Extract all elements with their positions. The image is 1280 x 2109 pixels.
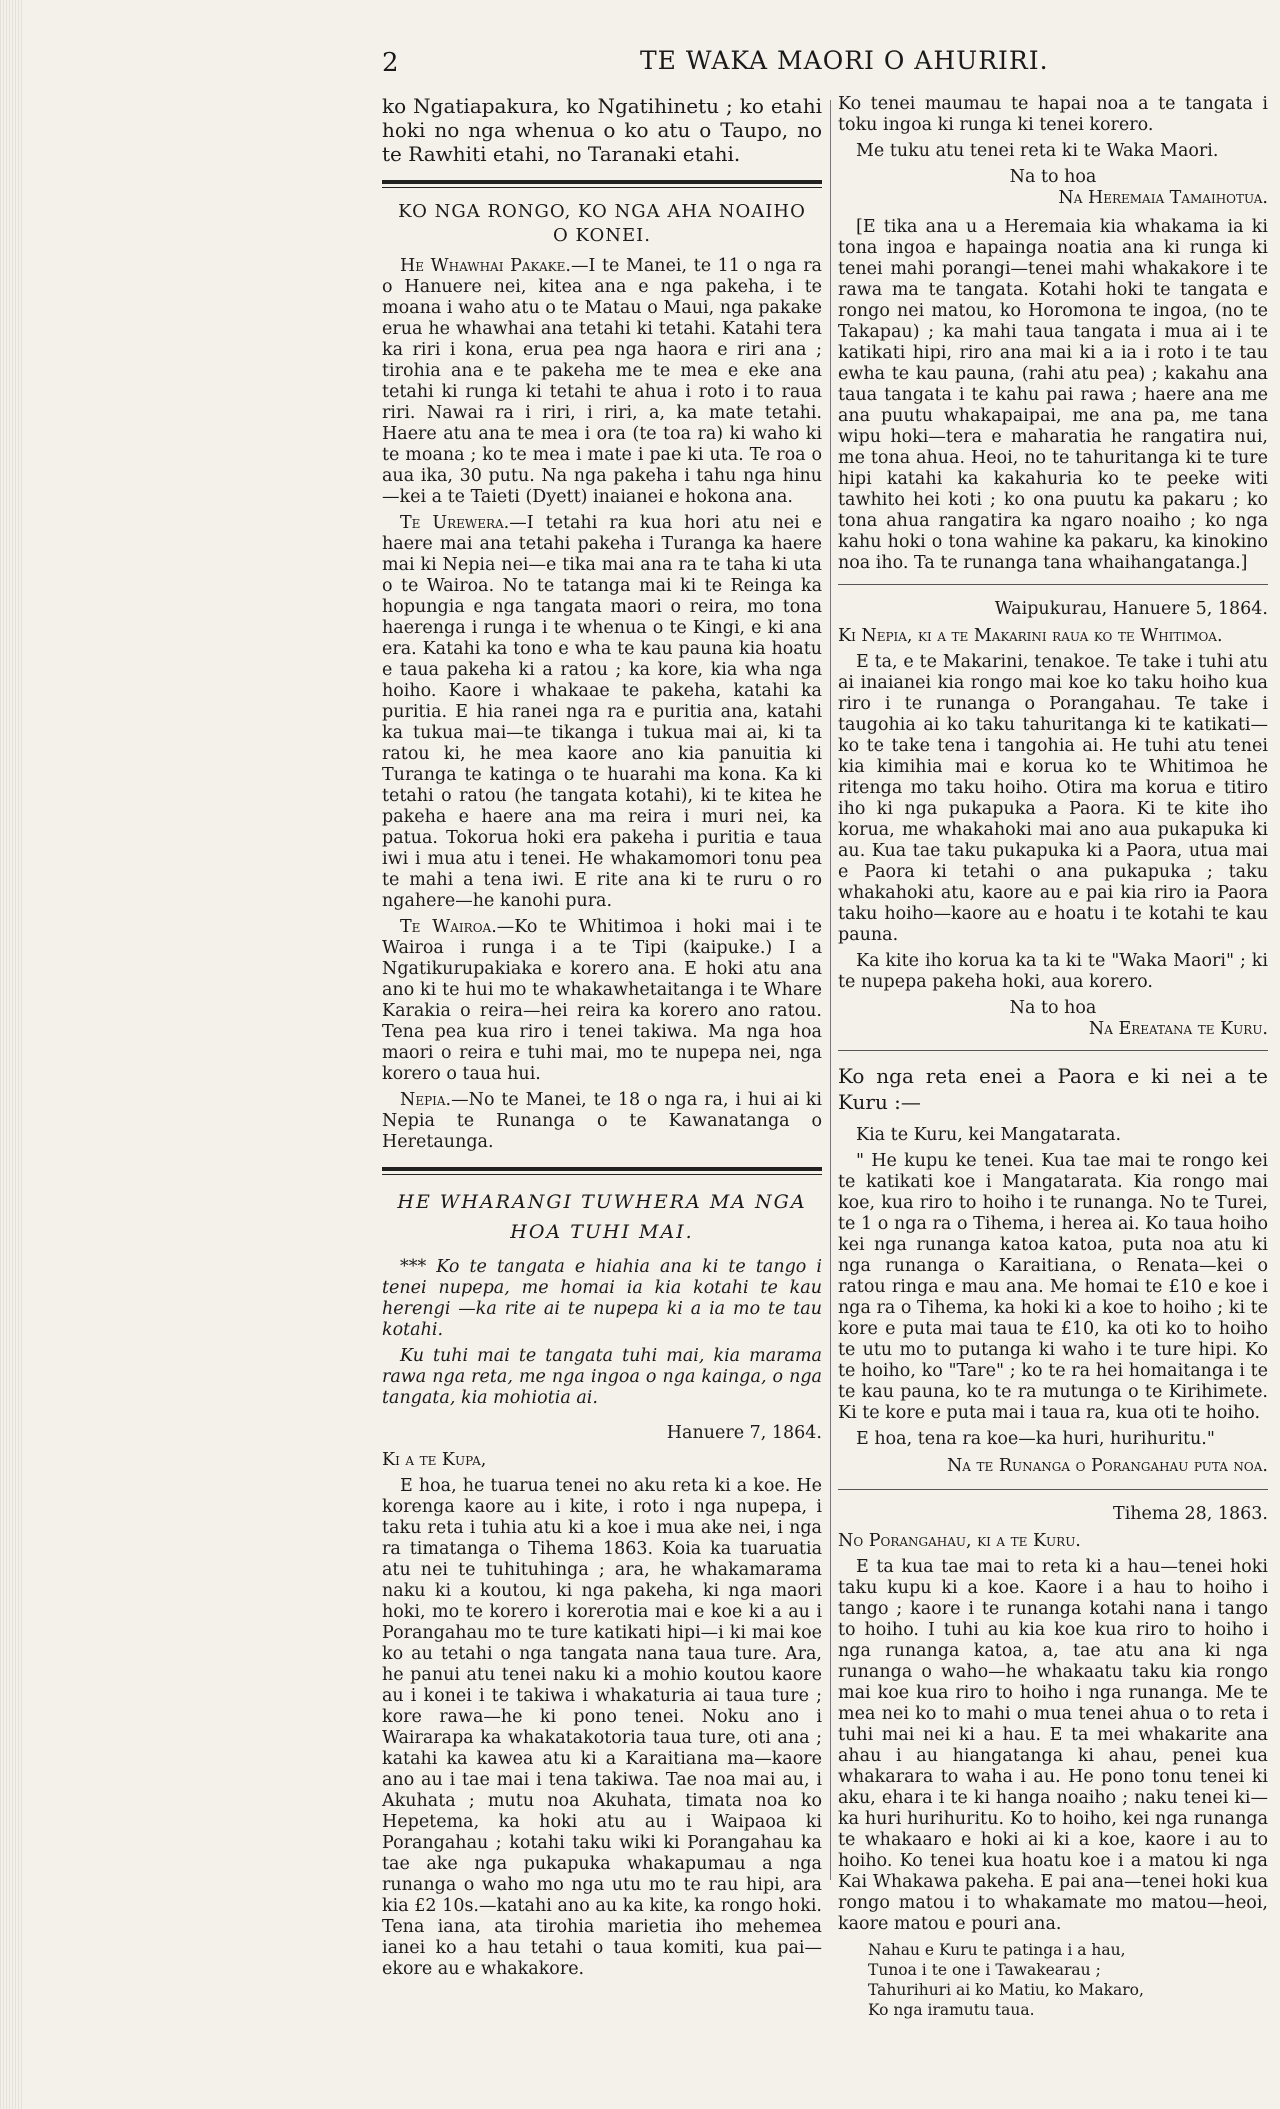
- column-divider: [830, 100, 831, 1880]
- news-section-title-line2: O KONEI.: [553, 225, 651, 246]
- left-column: [382, 94, 822, 1985]
- letter-salutation: Ki a te Kupa,: [382, 1450, 487, 1470]
- letter-body: E ta, e te Makarini, tenakoe. Te take i tuhi atu ai inaianei kia rongo mai koe ko taku hoiho kua riro i te runanga o Porangahau. Te take i taugohia ai ko taku tahuritanga ki te katikati—ko te take tena i tangohia ai. He tuhi atu tenei kia kimihia mai e korua ko te Whitimoa he ritenga mo taku hoiho. Otira ma korua e titiro iho ki nga pukapuka a Paora. Ki te kite iho korua, me whakahoki mai ano aua pukapuka ki au. Kua tae taku pukapuka ki a Paora, utua mai e Paora ki tetahi o ana pukapuka ; taku whakahoki atu, kaore au e pai kia riro ia Paora taku hoiho—kaore au e hoatu i te kotahi te kau pauna.: [838, 652, 1268, 945]
- news-item: [382, 256, 822, 508]
- news-item: [382, 917, 822, 1085]
- letter-date: Hanuere 7, 1864.: [666, 1423, 822, 1443]
- news-item-head: Te Urewera.: [400, 513, 510, 533]
- news-item-text: —I tetahi ra kua hori atu nei e haere mai ana tetahi pakeha i Turanga ka haere mai ki Nepia nei—e tika mai ana ra te taha ki uta o te Wairoa. No te tatanga mai ki te Reinga ka hopungia e nga tangata maori o reira, mo tona haerenga i runga i te whenua o te Kingi, e ki ana era. Katahi ka tono e wha te kau pauna kia hoatu e taua pakeha ki a ratou ; ka kore, kia wha nga hoiho. Kaore i whakaae te pakeha, katahi ka puritia. E hia ranei nga ra e puritia ana, katahi ka tukua mai—te tikanga i tukua mai ai, ki ta ratou ki, he mea kaore ano kia panuitia ki Turanga te katinga o te huarahi ma kona. Ka ki tetahi o ratou (he tangata kotahi), ki te kitea he pakeha e haere ana ma reira i muri nei, ka patua. Tokorua hoki era pakeha i puritia e taua iwi i mua atu i tenei. He whakamomori tonu pea te mahi a tena iwi. E rite ana ki te ruru o ro ngahere—he kanohi pura.: [382, 513, 822, 911]
- letter-salutation: No Porangahau, ki a te Kuru.: [838, 1531, 1081, 1551]
- signature-line: Na to hoa: [1009, 167, 1097, 187]
- page-header: [382, 44, 1122, 78]
- news-item-text: —No te Manei, te 18 o nga ra, i hui ai ki Nepia te Runanga o te Kawanatanga o Heretaunga.: [382, 1090, 822, 1152]
- news-item: [382, 513, 822, 912]
- news-item-head: Te Wairoa.: [400, 917, 497, 937]
- divider: [838, 1489, 1268, 1490]
- signature-name: Na Ereatana te Kuru.: [1088, 1019, 1268, 1039]
- right-column: [838, 94, 1268, 2020]
- letters-section-title: [382, 1187, 822, 1247]
- scan-edge: [0, 0, 22, 2109]
- letter-continuation: Ko tenei maumau te hapai noa a te tangata i toku ingoa ki runga ki tenei korero.: [838, 94, 1268, 135]
- subscription-notice: *** Ko te tangata e hiahia ana ki te tango i tenei nupepa, me homai ia kia kotahi te kau herengi —ka rite ai te nupepa ki a ia mo te tau kotahi.: [382, 1257, 822, 1340]
- signature-line: Na to hoa: [1009, 998, 1097, 1018]
- section-rule: [382, 180, 822, 188]
- editor-note: [E tika ana u a Heremaia kia whakama ia ki tona ingoa e hapainga noatia ana ki runga ki tenei mahi porangi—tenei mahi whakakore i te rawa ma te tangata. Kotahi hoki te tangata e rongo nei matou, ko Horomona te ingoa, (no te Takapau) ; ka mahi taua tangata i mua ai i te katikati hipi, riro ana mai ki a ia i roto i te tau ewha te kau pauna, (rahi atu pea) ; kakahu ana taua tangata i te kahu pai rawa ; haere ana me ana puutu whakapaipai, me ana pa, me tana wipu hoki—tera e maharatia he rangatira nui, me tona ahua. Heoi, no te tahuritanga ki te ture hipi katahi ka kakahuria ko te peeke witi tawhito hei koti ; ko ona puutu ka pakaru ; ko tona ahua rangatira ka ngaro noaiho ; ko nga kahu hoki o tona wahine ka pakaru, ka kinokino noa iho. Ta te runanga tana whaihangatanga.]: [838, 217, 1268, 573]
- newspaper-title: TE WAKA MAORI O AHURIRI.: [640, 46, 1049, 75]
- news-item-text: —I te Manei, te 11 o nga ra o Hanuere nei, kitea ana e nga pakeha, i te moana i waho atu o te Matau o Maui, nga pakake erua he whawhai ana tetahi ki tetahi. Katahi tera ka riri i kona, erua pea nga haora e riri ana ; tirohia ana e te pakeha me te mea e eke ana tetahi ki runga ki tetahi te ahua i roto i to raua riri. Nawai ra i riri, i riri, a, ka mate tetahi. Haere atu ana te mea i ora (te toa ra) ki waho ki te moana ; ko te mea i mate i pae ki uta. Te roa o aua ika, 30 putu. Na nga pakeha i tahu nga hinu—kei a te Taieti (Dyett) inaianei e hokona ana.: [382, 256, 822, 507]
- news-item-head: Nepia.: [400, 1090, 452, 1110]
- letter-date: Waipukurau, Hanuere 5, 1864.: [994, 599, 1268, 619]
- letter-body: E hoa, he tuarua tenei no aku reta ki a koe. He korenga kaore au i kite, i roto i nga nupepa, i taku reta i tuhia atu ki a koe i mua ake nei, i nga ra timatanga o Tihema 1863. Koia ka tuaruatia atu nei te tuhituhinga ; ara, he whakamarama naku ki a koutou, ki nga pakeha, ki nga maori hoki, mo te korero i korerotia mai e koe ki a au i Porangahau mo te ture katikati hipi—i ki mai koe ko au tetahi o nga tangata nana taua ture. Ara, he panui atu tenei naku ki a mohio koutou kaore au i konei i te takiwa i whakaturia ai taua ture ; kore rawa—he ki pono tenei. Noku ano i Wairarapa ka whakatakotoria taua ture, oti ana ; katahi ka kawea atu ki a Karaitiana ma—kaore ano au i tae mai i tena takiwa. Tae noa mai au, i Akuhata ; mutu noa Akuhata, timata noa ko Hepetema, ka hoki atu au i Waipaoa ki Porangahau ; kotahi taku wiki ki Porangahau ka tae ake nga pukapuka whakapumau a nga runanga o waho mo nga utu mo te rau hipi, ara kia £2 10s.—katahi ano au ka kite, ka rongo hoki. Tena iana, ata tirohia marietia iho mehemea ianei ko a hau tetahi o taua komiti, kua pai—ekore au e whakakore.: [382, 1476, 822, 1979]
- signature-name: Na te Runanga o Porangahau puta noa.: [946, 1456, 1268, 1476]
- letter-body: " He kupu ke tenei. Kua tae mai te rongo kei te katikati koe i Mangatarata. Kia rongo mai koe, kua riro to hoiho i te runanga. No te Turei, te 1 o nga ra o Tihema, i herea ai. Ko taua hoiho kei nga runanga katoa katoa, puta noa atu ki nga runanga o Karaitiana, o Renata—kei o ratou ringa e mau ana. Me homai te £10 e koe i nga ra o Tihema, ka hoki ki a koe to hoiho ; ki te kore e puta mai taua te £10, ka oti ko to hoiho te utu mo to putanga ki waho i te ture hipi. Ko te hoiho, ko "Tare" ; ko te ra hei homaitanga i te te kau pauna, ko te ra mutunga o te Kirihimete. Ki te kore e puta mai i taua ra, kua oti te hoiho.: [838, 1151, 1268, 1423]
- news-item-head: He Whawhai Pakake.: [400, 256, 571, 276]
- section-rule: [382, 1167, 822, 1175]
- letter-salutation: Ki Nepia, ki a te Makarini raua ko te Whitimoa.: [838, 626, 1223, 646]
- divider: [838, 1050, 1268, 1051]
- poem-line: Tahurihuri ai ko Matiu, ko Makaro,: [868, 1981, 1144, 1999]
- letter-continuation: Me tuku atu tenei reta ki te Waka Maori.: [856, 141, 1219, 161]
- letter-date: Tihema 28, 1863.: [1113, 1504, 1268, 1524]
- news-item: [382, 1090, 822, 1153]
- letters-intro: Ko nga reta enei a Paora e ki nei a te Kuru :—: [838, 1064, 1268, 1114]
- poem-line: Ko nga iramutu taua.: [868, 2001, 1035, 2019]
- letter-salutation: Kia te Kuru, kei Mangatarata.: [856, 1125, 1122, 1145]
- letter-body: E ta kua tae mai to reta ki a hau—tenei hoki taku kupu ki a koe. Kaore i a hau to hoiho i tango ; kaore i te runanga kotahi nana i tango to hoiho. I tuhi au kia koe kua riro to hoiho i nga runanga katoa, a, tae atu ana ki nga runanga o waho—he whakaatu taku kia rongo mai koe kua riro to hoiho i nga runanga. Me te mea nei ko to mahi o mua tenei ahua o to reta i tuhi mai nei ki a hau. E ta mei whakarite ana ahau i au hiangatanga ki ahau, penei kua whakarara to waha i au. He pono tonu tenei ki aku, ehara i te ki hanga noaiho ; naku tenei ki—ka huri hurihuritu. Ko to hoiho, kei nga runanga te whakaaro e hoki ai ki a koe, kaore i au to hoiho. Ko tenei kua hoatu koe i a matou ki nga Kai Whakawa pakeha. E pai ana—tenei hoki kua rongo matou i to whakamate mo matou—heoi, kaore matou e pouri ana.: [838, 1557, 1268, 1934]
- page-number: 2: [382, 48, 399, 78]
- lead-paragraph: ko Ngatiapakura, ko Ngatihinetu ; ko etahi hoki no nga whenua o ko atu o Taupo, no te Rawhiti etahi, no Taranaki etahi.: [382, 94, 822, 166]
- letter-body: Ka kite iho korua ka ta ki te "Waka Maori" ; ki te nupepa pakeha hoki, aua korero.: [838, 951, 1268, 992]
- news-item-text: —Ko te Whitimoa i hoki mai i te Wairoa i runga i a te Tipi (kaipuke.) I a Ngatikurupakiaka e korero ana. E hoki atu ana ano ki te hui mo te whakawhetaitanga i te Whare Karakia o reira—hei reira ka korero ano ratou. Tena pea kua riro i tenei takiwa. Ma nga hoa maori o reira e tuhi mai, mo te nupepa nei, nga korero o taua hui.: [382, 917, 822, 1084]
- correspondents-notice: Ku tuhi mai te tangata tuhi mai, kia marama rawa nga reta, me nga ingoa o nga kainga, o nga tangata, kia mohiotia ai.: [382, 1346, 822, 1408]
- poem-line: Nahau e Kuru te patinga i a hau,: [868, 1941, 1126, 1959]
- signature-name: Na Heremaia Tamaihotua.: [1058, 188, 1268, 208]
- letters-section-title-line2: HOA TUHI MAI.: [510, 1221, 694, 1243]
- divider: [838, 584, 1268, 585]
- news-section-title-line1: KO NGA RONGO, KO NGA AHA NOAIHO: [398, 201, 806, 222]
- news-section-title: [382, 200, 822, 248]
- letter-closing: E hoa, tena ra koe—ka huri, hurihuritu.": [856, 1429, 1215, 1449]
- letters-section-title-line1: HE WHARANGI TUWHERA MA NGA: [397, 1191, 807, 1213]
- poem: [868, 1940, 1268, 2020]
- poem-line: Tunoa i te one i Tawakearau ;: [868, 1961, 1101, 1979]
